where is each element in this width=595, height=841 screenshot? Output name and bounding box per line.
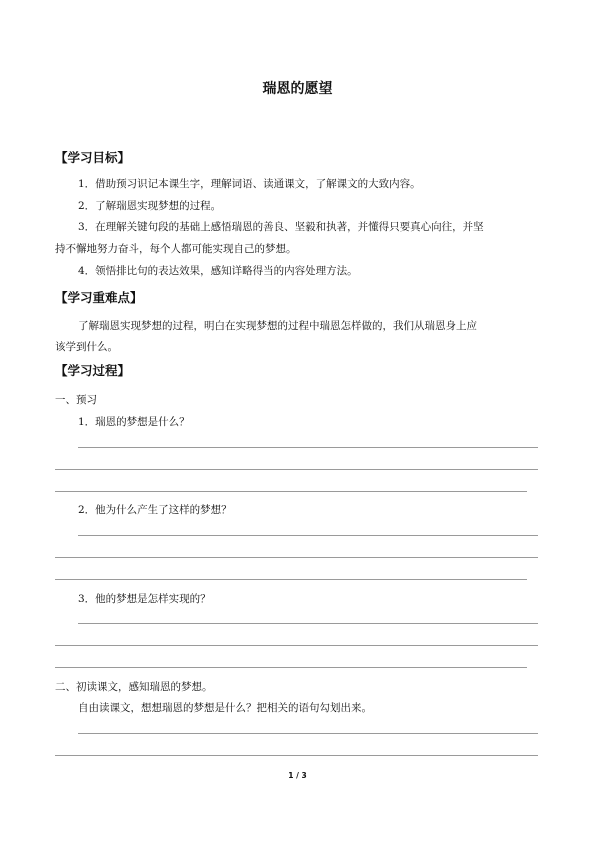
preview-label: 一、预习 [55, 394, 97, 406]
goal-item-3: 3．在理解关键句段的基础上感悟瑞恩的善良、坚毅和执著，并懂得只要真心向往，并坚 [78, 221, 484, 233]
goal-item-2: 2．了解瑞恩实现梦想的过程。 [78, 200, 222, 212]
page-number: 1 / 3 [288, 771, 307, 780]
section-heading-goals: 【学习目标】 [55, 150, 131, 165]
answer-line [78, 623, 538, 624]
section-heading-key-points: 【学习重难点】 [55, 290, 143, 305]
question-3: 3．他的梦想是怎样实现的？ [78, 593, 211, 605]
key-points-line-2: 该学到什么。 [55, 341, 118, 353]
section-heading-process: 【学习过程】 [55, 363, 131, 378]
answer-line [55, 755, 538, 756]
goal-item-3-continued: 持不懈地努力奋斗，每个人都可能实现自己的梦想。 [55, 243, 297, 255]
goal-item-4: 4．领悟排比句的表达效果，感知详略得当的内容处理方法。 [78, 265, 358, 277]
answer-line [55, 579, 527, 580]
answer-line [78, 535, 538, 536]
document-title: 瑞恩的愿望 [262, 81, 333, 97]
answer-line [55, 491, 527, 492]
question-1: 1．瑞恩的梦想是什么？ [78, 416, 190, 428]
answer-line [78, 733, 538, 734]
first-reading-label: 二、初读课文，感知瑞恩的梦想。 [55, 681, 213, 693]
question-2: 2．他为什么产生了这样的梦想？ [78, 504, 232, 516]
answer-line [55, 645, 538, 646]
answer-line [78, 447, 538, 448]
key-points-line-1: 了解瑞恩实现梦想的过程，明白在实现梦想的过程中瑞恩怎样做的，我们从瑞恩身上应 [78, 320, 477, 332]
answer-line [55, 667, 527, 668]
answer-line [55, 469, 538, 470]
first-reading-task: 自由读课文，想想瑞恩的梦想是什么？把相关的语句勾划出来。 [78, 702, 372, 714]
answer-line [55, 557, 538, 558]
goal-item-1: 1．借助预习识记本课生字，理解词语、读通课文，了解课文的大致内容。 [78, 178, 421, 190]
